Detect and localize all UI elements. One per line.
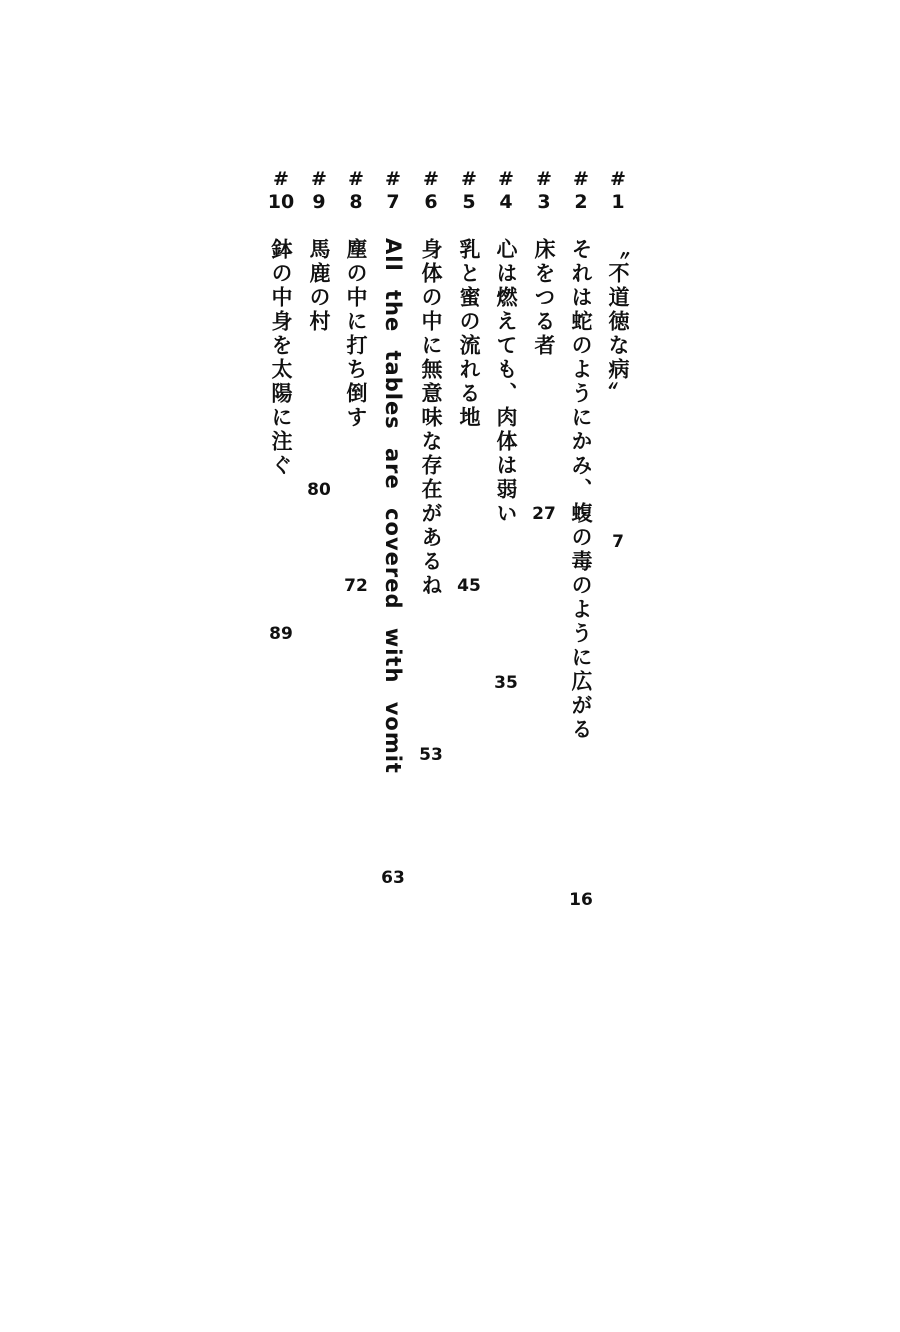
- chapter-number: [414, 168, 448, 214]
- chapter-digits: 6: [424, 191, 438, 213]
- chapter-number: [527, 168, 561, 214]
- chapter-title: それは蛇のようにかみ、蝮の毒のように広がる: [569, 238, 593, 742]
- chapter-number: [601, 168, 635, 214]
- chapter-title: 鉢の中身を太陽に注ぐ: [269, 238, 293, 478]
- chapter-number: [376, 168, 410, 214]
- chapter-digits: 9: [312, 191, 326, 213]
- toc-entry-10[interactable]: [264, 168, 298, 928]
- page-number: 80: [307, 480, 331, 500]
- chapter-number: [489, 168, 523, 214]
- chapter-number: [302, 168, 336, 214]
- toc-entry-1[interactable]: [601, 168, 635, 928]
- chapter-number: [264, 168, 298, 214]
- toc-entry-9[interactable]: [302, 168, 336, 928]
- page-number: 72: [344, 576, 368, 596]
- chapter-title: 馬鹿の村: [307, 238, 331, 334]
- hash-symbol: #: [273, 168, 289, 190]
- hash-symbol: #: [311, 168, 327, 190]
- page-number: 7: [612, 532, 624, 552]
- chapter-digits: 4: [499, 191, 513, 213]
- chapter-title: 〝不道徳な病〟: [606, 238, 630, 406]
- chapter-digits: 3: [537, 191, 551, 213]
- hash-symbol: #: [461, 168, 477, 190]
- page-number: 35: [494, 673, 518, 693]
- toc-entry-5[interactable]: [452, 168, 486, 928]
- toc-entry-7[interactable]: [376, 168, 410, 928]
- page-number: 27: [532, 504, 556, 524]
- chapter-title: 塵の中に打ち倒す: [344, 238, 368, 430]
- page-number: 53: [419, 745, 443, 765]
- hash-symbol: #: [348, 168, 364, 190]
- toc-entry-8[interactable]: [339, 168, 373, 928]
- toc-entry-6[interactable]: [414, 168, 448, 928]
- hash-symbol: #: [536, 168, 552, 190]
- page-number: 89: [269, 624, 293, 644]
- chapter-title: 乳と蜜の流れる地: [457, 238, 481, 430]
- chapter-number: [339, 168, 373, 214]
- chapter-digits: 7: [386, 191, 400, 213]
- chapter-number: [564, 168, 598, 214]
- chapter-digits: 8: [349, 191, 363, 213]
- page-number: 63: [381, 868, 405, 888]
- page-number: 16: [569, 890, 593, 910]
- chapter-title: 床をつる者: [532, 238, 556, 358]
- hash-symbol: #: [610, 168, 626, 190]
- toc-entry-4[interactable]: [489, 168, 523, 928]
- hash-symbol: #: [573, 168, 589, 190]
- toc-entry-3[interactable]: [527, 168, 561, 928]
- chapter-number: [452, 168, 486, 214]
- page-number: 45: [457, 576, 481, 596]
- chapter-digits: 10: [267, 191, 295, 213]
- chapter-title: All the tables are covered with vomit: [381, 238, 405, 774]
- chapter-title: 心は燃えても、肉体は弱い: [494, 238, 518, 526]
- chapter-digits: 1: [611, 191, 625, 213]
- chapter-title: 身体の中に無意味な存在があるね: [419, 238, 443, 598]
- chapter-digits: 2: [574, 191, 588, 213]
- hash-symbol: #: [498, 168, 514, 190]
- chapter-digits: 5: [462, 191, 476, 213]
- hash-symbol: #: [423, 168, 439, 190]
- toc-entry-2[interactable]: [564, 168, 598, 928]
- hash-symbol: #: [385, 168, 401, 190]
